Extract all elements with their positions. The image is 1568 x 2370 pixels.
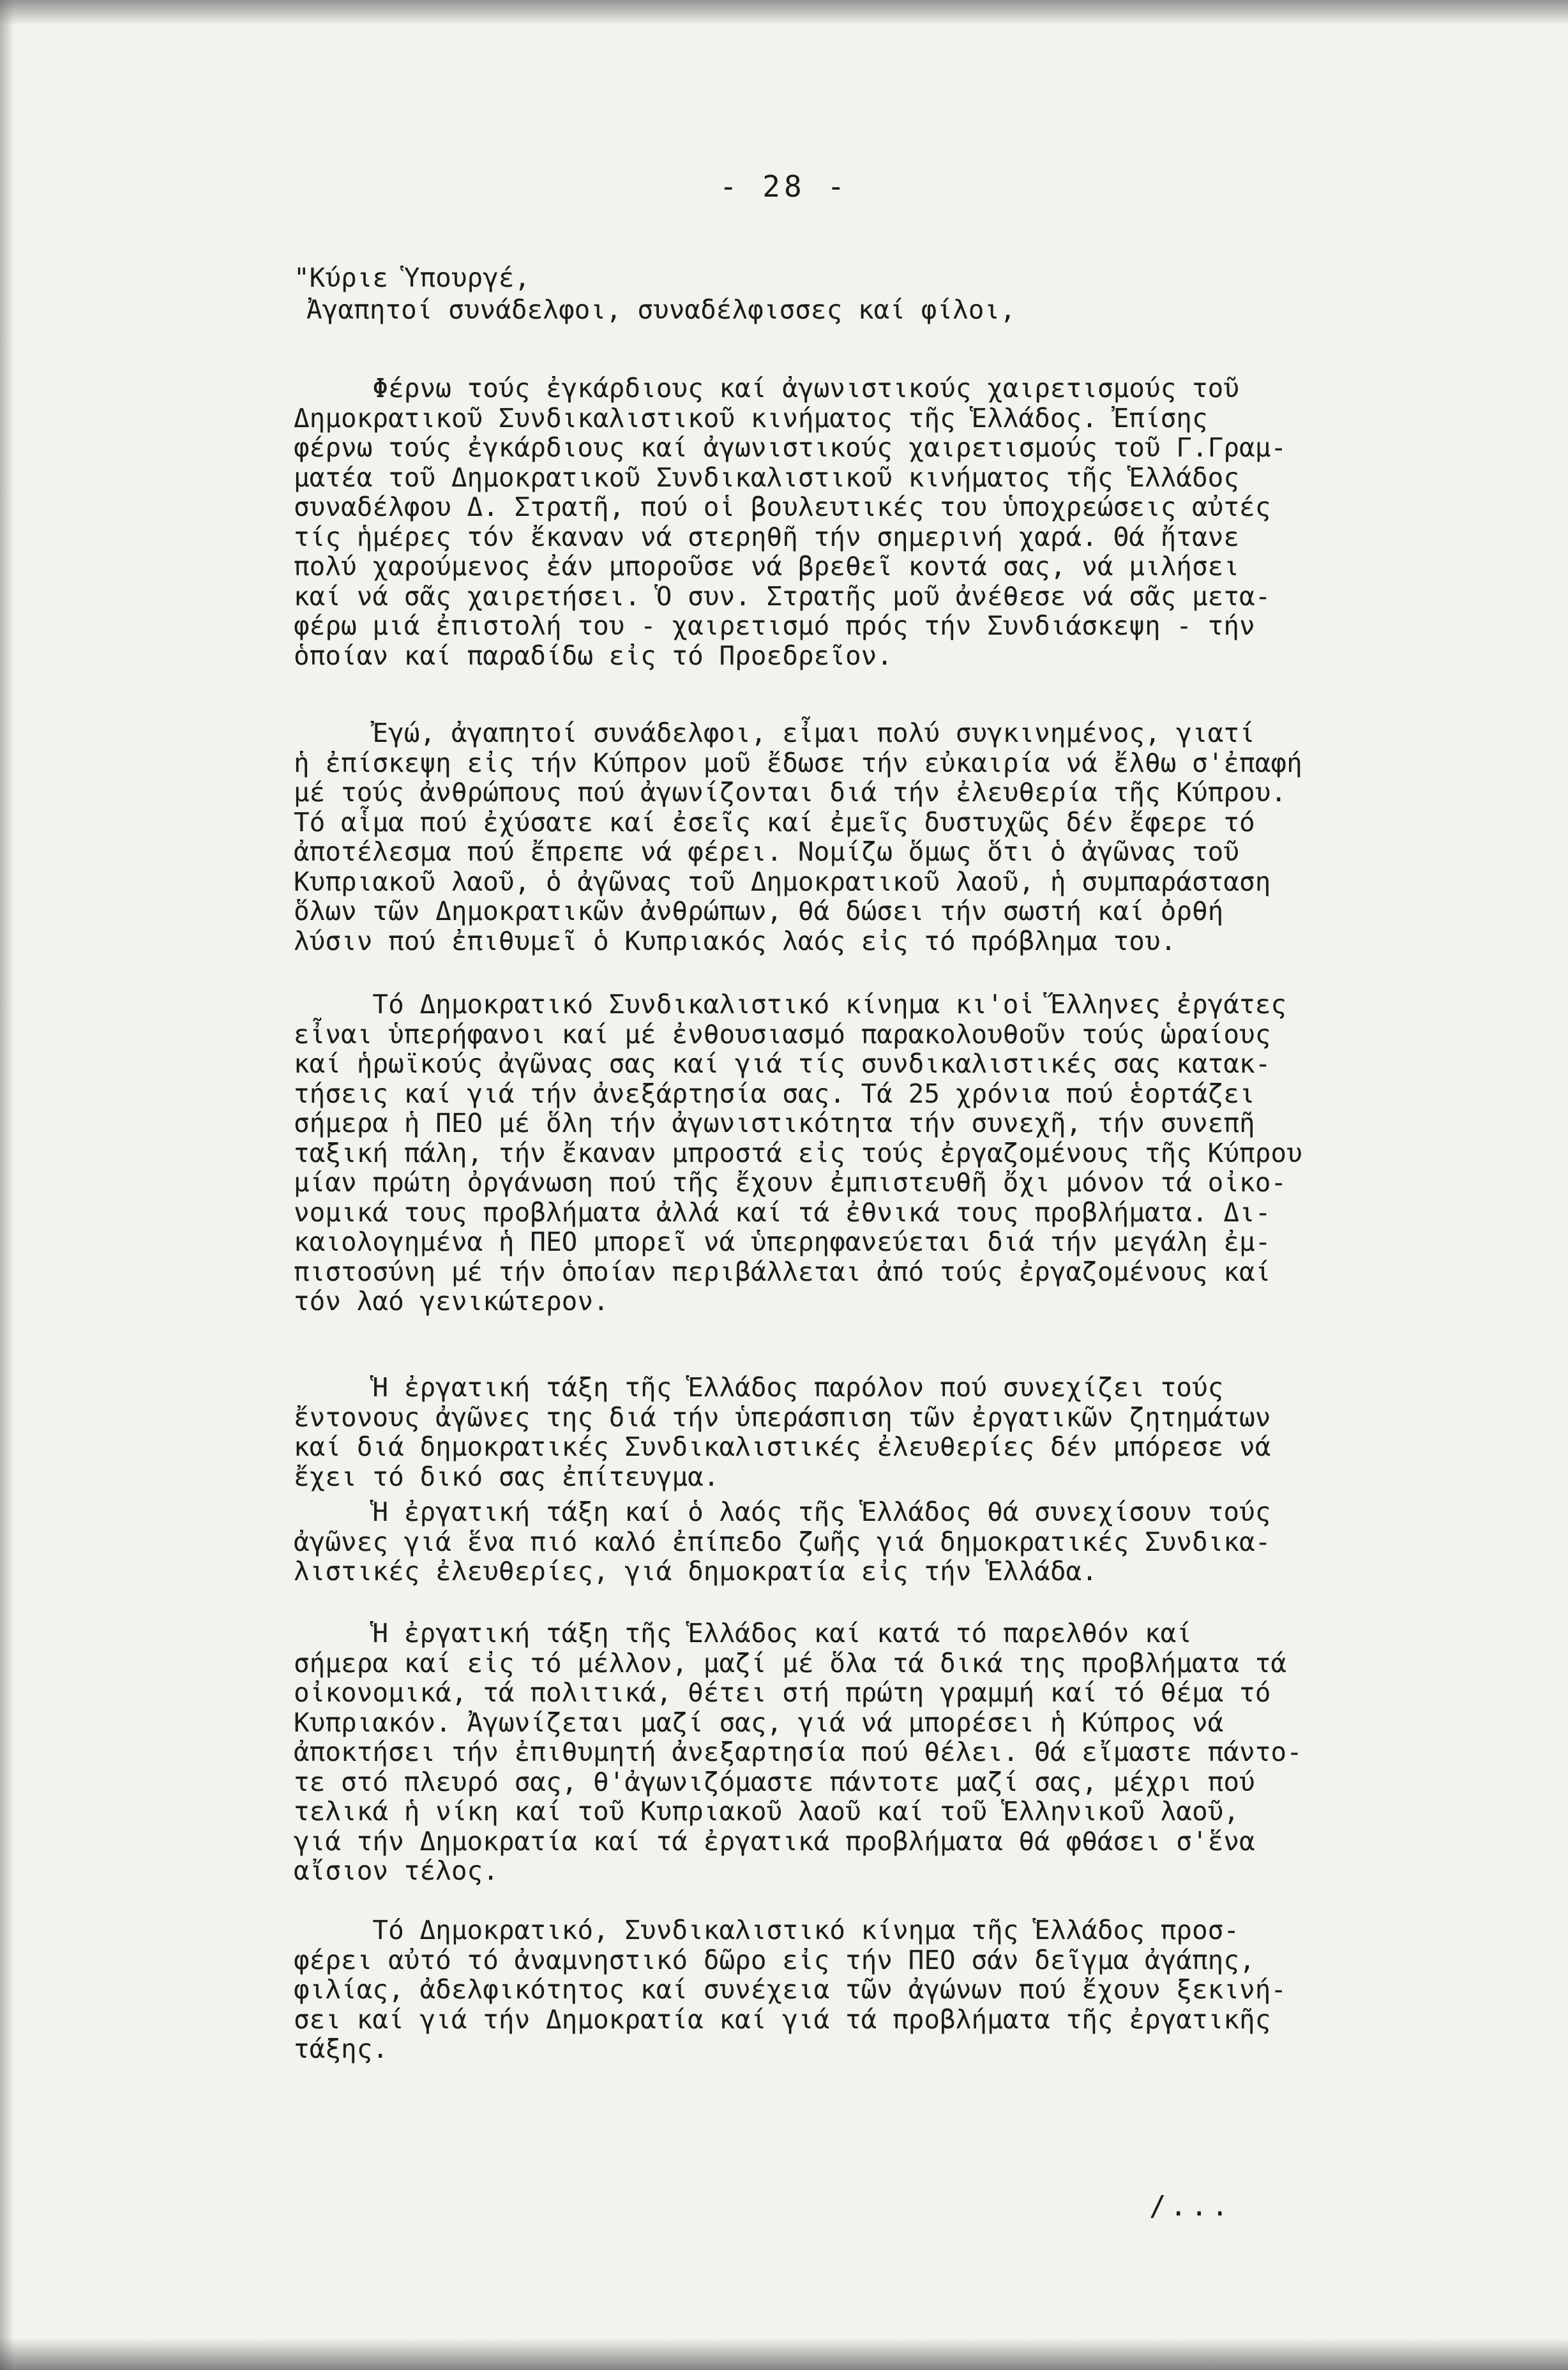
paragraph-line: ἔχει τό δικό σας ἐπίτευγμα. <box>294 1461 720 1492</box>
paragraph-line: Κυπριακοῦ λαοῦ, ὁ ἀγῶνας τοῦ Δημοκρατικοῦ λαοῦ, ἡ συμπαράσταση <box>294 866 1271 897</box>
paragraph-line: ἡ ἐπίσκεψη εἰς τήν Κύπρον μοῦ ἔδωσε τήν εὐκαιρία νά ἔλθω σ'ἐπαφή <box>294 747 1302 778</box>
paragraph-line: καί ἡρωϊκούς ἀγῶνας σας καί γιά τίς συνδικαλιστικές σας κατακ- <box>294 1048 1271 1079</box>
scan-edge-left <box>0 0 14 2370</box>
paragraph-line: ἔντονους ἀγῶνες της διά τήν ὑπεράσπιση τῶν ἐργατικῶν ζητημάτων <box>294 1401 1271 1433</box>
paragraph-line: Τό Δημοκρατικό Συνδικαλιστικό κίνημα κι'οἱ Ἕλληνες ἐργάτες <box>294 989 1287 1020</box>
paragraph-line: Ἐγώ, ἀγαπητοί συνάδελφοι, εἶμαι πολύ συγκινημένος, γιατί <box>294 718 1255 748</box>
paragraph <box>294 718 1532 956</box>
paragraph-line: συναδέλφου Δ. Στρατῆ, πού οἱ βουλευτικές του ὑποχρεώσεις αὐτές <box>294 492 1271 522</box>
paragraph-line: λιστικές ἐλευθερίες, γιά δημοκρατία εἰς τήν Ἑλλάδα. <box>294 1556 1097 1587</box>
paragraph-line: ἀποτέλεσμα πού ἔπρεπε νά φέρει. Νομίζω ὅμως ὅτι ὁ ἀγῶνας τοῦ <box>294 836 1240 867</box>
paragraph-line: φέρει αὐτό τό ἀναμνηστικό δῶρο εἰς τήν ΠΕΟ σάν δεῖγμα ἀγάπης, <box>294 1944 1255 1975</box>
paragraph-line: καί νά σᾶς χαιρετήσει. Ὁ συν. Στρατῆς μοῦ ἀνέθεσε νά σᾶς μετα- <box>294 580 1271 612</box>
salutation <box>294 262 1532 326</box>
paragraph-line: πολύ χαρούμενος ἐάν μποροῦσε νά βρεθεῖ κοντά σας, νά μιλήσει <box>294 551 1240 582</box>
paragraph-line: γιά τήν Δημοκρατία καί τά ἐργατικά προβλήματα θά φθάσει σ'ἕνα <box>294 1825 1255 1857</box>
paragraph-line: ὅλων τῶν Δημοκρατικῶν ἀνθρώπων, θά δώσει τήν σωστή καί ὀρθή <box>294 896 1224 926</box>
paragraph-line: ταξική πάλη, τήν ἔκαναν μπροστά εἰς τούς ἐργαζομένους τῆς Κύπρου <box>294 1137 1302 1168</box>
paragraph-line: τελικά ἡ νίκη καί τοῦ Κυπριακοῦ λαοῦ καί τοῦ Ἑλληνικοῦ λαοῦ, <box>294 1796 1240 1827</box>
scan-edge-top <box>0 0 1568 26</box>
paragraph-line: Ἡ ἐργατική τάξη τῆς Ἑλλάδος παρόλον πού συνεχίζει τούς <box>294 1372 1224 1403</box>
paragraph <box>294 1497 1532 1587</box>
paragraph-line: οἰκονομικά, τά πολιτικά, θέτει στή πρώτη γραμμή καί τό θέμα τό <box>294 1677 1271 1708</box>
paragraph <box>294 1373 1532 1491</box>
paragraph-line: ἀποκτήσει τήν ἐπιθυμητή ἀνεξαρτησία πού θέλει. Θά εἴμαστε πάντο- <box>294 1737 1302 1767</box>
paragraph-line: τήσεις καί γιά τήν ἀνεξάρτησία σας. Τά 25 χρόνια πού ἑορτάζει <box>294 1078 1255 1109</box>
paragraph-line: καί διά δημοκρατικές Συνδικαλιστικές ἐλευθερίες δέν μπόρεσε νά <box>294 1431 1271 1462</box>
paragraph-line: Τό Δημοκρατικό, Συνδικαλιστικό κίνημα τῆς Ἑλλάδος προσ- <box>294 1915 1240 1945</box>
paragraph-line: τάξης. <box>294 2034 389 2064</box>
paragraph <box>294 374 1532 670</box>
paragraph-line: ἀγῶνες γιά ἕνα πιό καλό ἐπίπεδο ζωῆς γιά δημοκρατικές Συνδικα- <box>294 1526 1271 1557</box>
paragraph-line: φέρνω τούς ἐγκάρδιους καί ἀγωνιστικούς χαιρετισμούς τοῦ Γ.Γραμ- <box>294 432 1287 463</box>
salutation-line: "Κύριε Ὑπουργέ, <box>294 262 531 293</box>
paragraph-line: τίς ἡμέρες τόν ἔκαναν νά στερηθῆ τήν σημερινή χαρά. Θά ἤτανε <box>294 521 1240 552</box>
paragraph-line: Τό αἷμα πού ἐχύσατε καί ἐσεῖς καί ἐμεῖς δυστυχῶς δέν ἔφερε τό <box>294 806 1255 838</box>
paragraph-line: φέρω μιά ἐπιστολή του - χαιρετισμό πρός τήν Συνδιάσκεψη - τήν <box>294 610 1255 641</box>
paragraph-line: αἴσιον τέλος. <box>294 1855 499 1886</box>
paragraph-line: ὁποίαν καί παραδίδω εἰς τό Προεδρεῖον. <box>294 640 893 671</box>
paragraph-line: νομικά τους προβλήματα ἀλλά καί τά ἐθνικά τους προβλήματα. Δι- <box>294 1196 1271 1228</box>
scan-edge-bottom <box>0 2338 1568 2370</box>
paragraph-line: τε στό πλευρό σας, θ'ἀγωνιζόμαστε πάντοτε μαζί σας, μέχρι πού <box>294 1766 1255 1797</box>
paragraph-line: σήμερα καί εἰς τό μέλλον, μαζί μέ ὅλα τά δικά της προβλήματα τά <box>294 1647 1287 1679</box>
page-number: - 28 - <box>719 169 849 204</box>
paragraph-line: τόν λαό γενικώτερον. <box>294 1286 609 1317</box>
paragraph-line: Δημοκρατικοῦ Συνδικαλιστικοῦ κινήματος τῆς Ἑλλάδος. Ἐπίσης <box>294 402 1208 434</box>
paragraph-line: πιστοσύνη μέ τήν ὁποίαν περιβάλλεται ἀπό τούς ἐργαζομένους καί <box>294 1256 1271 1287</box>
paragraph-line: σήμερα ἡ ΠΕΟ μέ ὅλη τήν ἀγωνιστικότητα τήν συνεχῆ, τήν συνεπῆ <box>294 1108 1255 1138</box>
paragraph-line: Ἡ ἐργατική τάξη καί ὁ λαός τῆς Ἑλλάδος θά συνεχίσουν τούς <box>294 1497 1271 1527</box>
salutation-line: Ἀγαπητοί συνάδελφοι, συναδέλφισσες καί φίλοι, <box>306 294 1016 325</box>
paragraph-line: φιλίας, ἀδελφικότητος καί συνέχεια τῶν ἀγώνων πού ἔχουν ξεκινή- <box>294 1974 1287 2005</box>
paragraph-line: Ἡ ἐργατική τάξη τῆς Ἑλλάδος καί κατά τό παρελθόν καί <box>294 1618 1192 1649</box>
paragraph-line: λύσιν πού ἐπιθυμεῖ ὁ Κυπριακός λαός εἰς τό πρόβλημα του. <box>294 925 1177 956</box>
paragraph-line: Φέρνω τούς ἐγκάρδιους καί ἀγωνιστικούς χαιρετισμούς τοῦ <box>294 373 1240 404</box>
paragraph-line: Κυπριακόν. Ἀγωνίζεται μαζί σας, γιά νά μπορέσει ἡ Κύπρος νά <box>294 1707 1224 1738</box>
paragraph <box>294 990 1532 1317</box>
continuation-mark: /... <box>1149 2190 1232 2223</box>
paragraph <box>294 1619 1532 1886</box>
paragraph-line: μίαν πρώτη ὀργάνωση πού τῆς ἔχουν ἐμπιστευθῆ ὄχι μόνον τά οἰκο- <box>294 1167 1287 1198</box>
paragraph-line: καιολογημένα ἡ ΠΕΟ μπορεῖ νά ὑπερηφανεύεται διά τήν μεγάλη ἐμ- <box>294 1227 1271 1257</box>
paragraph-line: σει καί γιά τήν Δημοκρατία καί γιά τά προβλήματα τῆς ἐργατικῆς <box>294 2004 1271 2035</box>
paragraph <box>294 1915 1532 2064</box>
paragraph-line: εἶναι ὑπερήφανοι καί μέ ἐνθουσιασμό παρακολουθοῦν τούς ὡραίους <box>294 1018 1271 1050</box>
paragraph-line: ματέα τοῦ Δημοκρατικοῦ Συνδικαλιστικοῦ κινήματος τῆς Ἑλλάδος <box>294 462 1240 493</box>
paragraph-line: μέ τούς ἀνθρώπους πού ἀγωνίζονται διά τήν ἐλευθερία τῆς Κύπρου. <box>294 777 1287 808</box>
